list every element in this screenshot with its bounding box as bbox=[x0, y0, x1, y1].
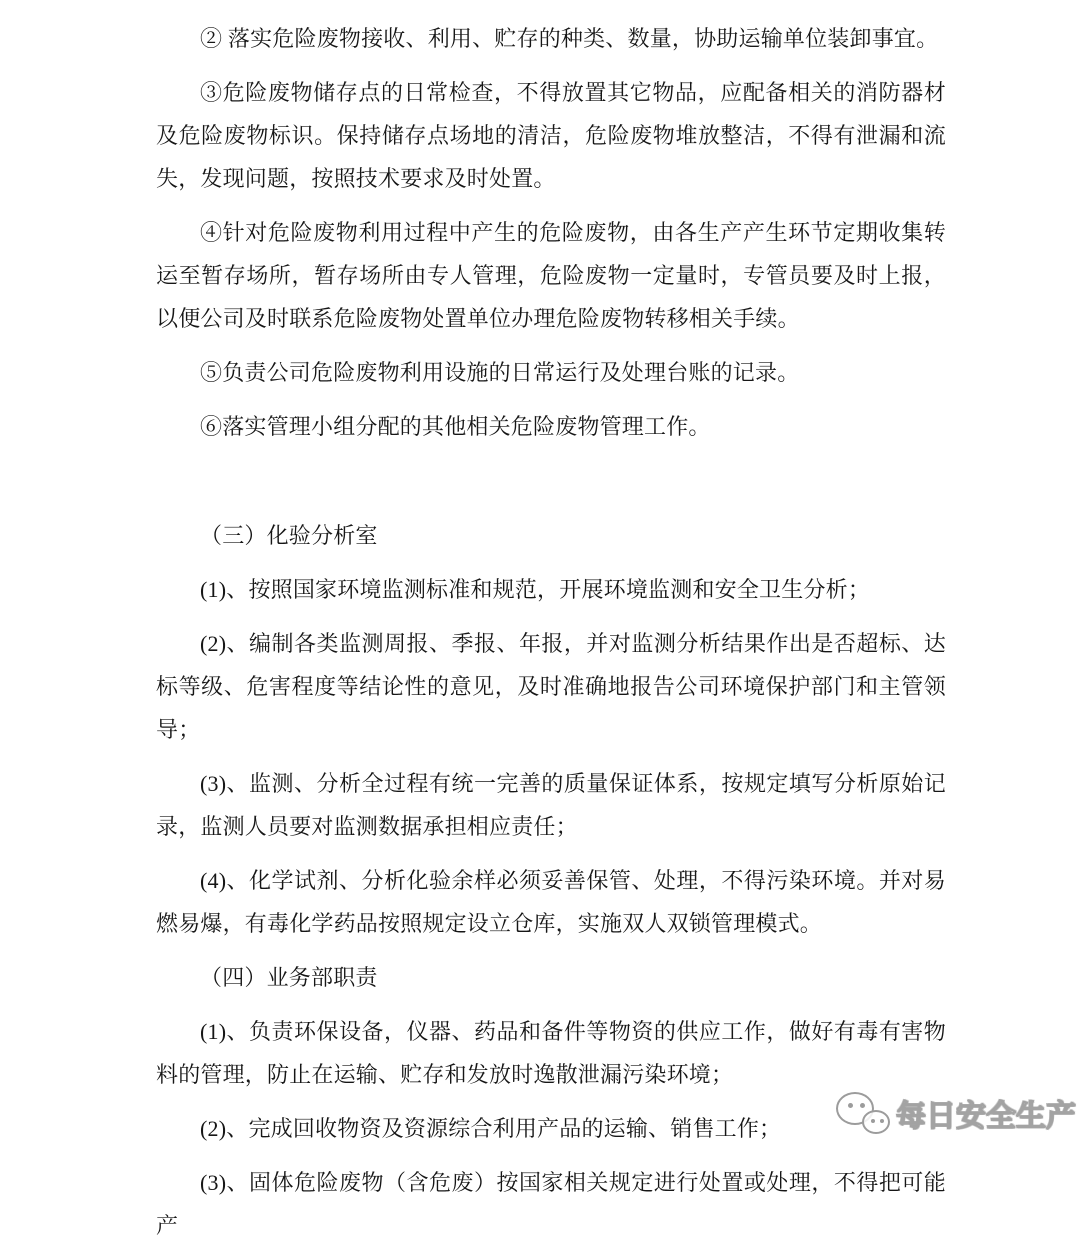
paragraph: （三）化验分析室 bbox=[200, 523, 378, 548]
paragraph: ③危险废物储存点的日常检查，不得放置其它物品，应配备相关的消防器材及危险废物标识。保持储存点场地的清洁，危险废物堆放整洁，不得有泄漏和流失，发现问题，按照技术要求及时处置。 bbox=[156, 80, 946, 191]
paragraph: (1)、负责环保设备，仪器、药品和备件等物资的供应工作，做好有毒有害物料的管理，防止在运输、贮存和发放时逸散泄漏污染环境； bbox=[156, 1019, 946, 1087]
paragraph: (3)、固体危险废物（含危废）按国家相关规定进行处置或处理，不得把可能产 bbox=[156, 1170, 946, 1238]
paragraph: ④针对危险废物利用过程中产生的危险废物，由各生产产生环节定期收集转运至暂存场所，暂存场所由专人管理，危险废物一定量时，专管员要及时上报，以便公司及时联系危险废物处置单位办理危险废物转移相关手续。 bbox=[156, 220, 946, 331]
paragraph: (4)、化学试剂、分析化验余样必须妥善保管、处理，不得污染环境。并对易燃易爆，有毒化学药品按照规定设立仓库，实施双人双锁管理模式。 bbox=[156, 868, 946, 936]
document-body bbox=[156, 6, 946, 1247]
paragraph: ⑥落实管理小组分配的其他相关危险废物管理工作。 bbox=[200, 414, 711, 439]
paragraph: （四）业务部职责 bbox=[200, 965, 378, 990]
paragraph: (1)、按照国家环境监测标准和规范，开展环境监测和安全卫生分析； bbox=[200, 577, 871, 602]
watermark-label: 每日安全生产 bbox=[896, 1100, 1076, 1133]
paragraph: (3)、监测、分析全过程有统一完善的质量保证体系，按规定填写分析原始记录，监测人员要对监测数据承担相应责任； bbox=[156, 771, 946, 839]
paragraph: (2)、完成回收物资及资源综合利用产品的运输、销售工作； bbox=[200, 1116, 782, 1141]
paragraph: ② 落实危险废物接收、利用、贮存的种类、数量，协助运输单位装卸事宜。 bbox=[200, 26, 939, 51]
paragraph: (2)、编制各类监测周报、季报、年报，并对监测分析结果作出是否超标、达标等级、危害程度等结论性的意见，及时准确地报告公司环境保护部门和主管领导； bbox=[156, 631, 946, 742]
paragraph: ⑤负责公司危险废物利用设施的日常运行及处理台账的记录。 bbox=[200, 360, 800, 385]
